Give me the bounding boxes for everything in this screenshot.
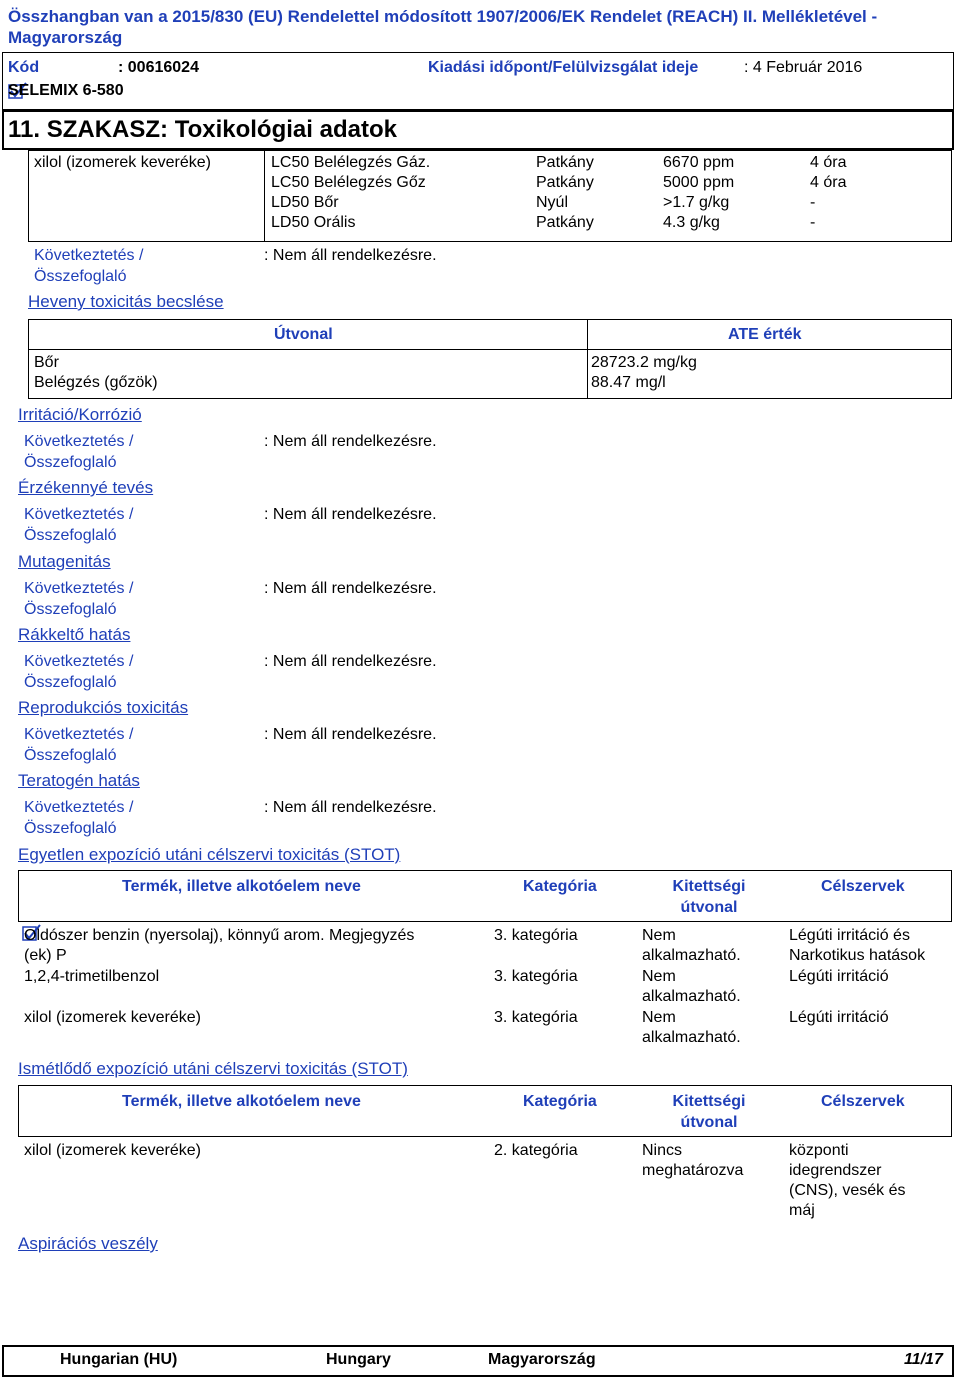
acute-route: LD50 Bőr [271,194,339,211]
ate-table [28,319,952,399]
conclusion-value: : Nem áll rendelkezésre. [264,247,437,264]
product-name: SELEMIX 6-580 [8,82,124,99]
carcinogenicity-heading: Rákkeltő hatás [18,625,131,644]
acute-species: Nyúl [536,194,569,211]
footer-page-number: 11/17 [904,1351,943,1368]
conclusion-label: Következtetés / Összefoglaló [24,433,134,471]
conclusion-value: : Nem áll rendelkezésre. [264,799,437,816]
col-name: Termék, illetve alkotóelem neve [122,878,361,895]
acute-value: >1.7 g/kg [663,194,730,211]
stot-category: 3. kategória [494,1009,578,1026]
col-category: Kategória [523,1093,597,1110]
conclusion-label: Következtetés / Összefoglaló [24,580,134,618]
footer-country-local: Magyarország [488,1351,596,1368]
stot-route: Nem alkalmazható. [642,927,741,964]
acute-species: Patkány [536,214,594,231]
acute-time: - [810,194,816,211]
conclusion-value: : Nem áll rendelkezésre. [264,433,437,450]
acute-time: 4 óra [810,154,847,171]
stot-route: Nincs meghatározva [642,1142,744,1179]
conclusion-label: Következtetés / Összefoglaló [24,726,134,764]
acute-substance-name: xilol (izomerek keveréke) [34,154,211,171]
conclusion-value: : Nem áll rendelkezésre. [264,726,437,743]
stot-single-heading: Egyetlen expozíció utáni célszervi toxicitás (STOT) [18,845,401,864]
acute-time: - [810,214,816,231]
footer-language: Hungarian (HU) [60,1351,178,1368]
sensitization-heading: Érzékennyé tevés [18,478,154,497]
conclusion-label: Következtetés / Összefoglaló [24,653,134,691]
acute-species: Patkány [536,154,594,171]
acute-route: LC50 Belélegzés Gáz. [271,154,431,171]
acute-value: 4.3 g/kg [663,214,720,231]
stot-route: Nem alkalmazható. [642,1009,741,1046]
acute-time: 4 óra [810,174,847,191]
stot-organs: Légúti irritáció [789,968,889,985]
ate-col-value: ATE érték [728,326,802,343]
teratogenic-heading: Teratogén hatás [18,771,140,790]
mutagenicity-heading: Mutagenitás [18,552,111,571]
irritation-heading: Irritáció/Korrózió [18,405,142,424]
stot-name: Oldószer benzin (nyersolaj), könnyű arom. Megjegyzés (ek) P [24,927,415,964]
conclusion-label: Következtetés / Összefoglaló [24,799,134,837]
ate-route: Bőr [34,354,59,371]
stot-name: 1,2,4-trimetilbenzol [24,968,160,985]
col-route: Kitettségi útvonal [672,1093,746,1131]
stot-category: 3. kategória [494,968,578,985]
stot-organs: Légúti irritáció és Narkotikus hatások [789,927,926,964]
issue-date-value: : 4 Február 2016 [744,59,863,76]
reproductive-heading: Reprodukciós toxicitás [18,698,189,717]
stot-category: 3. kategória [494,927,578,944]
col-organs: Célszervek [821,878,905,895]
conclusion-value: : Nem áll rendelkezésre. [264,580,437,597]
aspiration-heading: Aspirációs veszély [18,1234,158,1253]
document-header-title: Összhangban van a 2015/830 (EU) Rendelettel módosított 1907/2006/EK Rendelet (REACH) II. Mellékletével - Magyarország [8,7,878,47]
conclusion-value: : Nem áll rendelkezésre. [264,506,437,523]
stot-name: xilol (izomerek keveréke) [24,1142,201,1159]
table-divider [587,319,588,399]
col-name: Termék, illetve alkotóelem neve [122,1093,361,1110]
section-title: 11. SZAKASZ: Toxikológiai adatok [8,116,397,143]
acute-value: 5000 ppm [663,174,735,191]
ate-value: 28723.2 mg/kg [591,354,697,371]
conclusion-label: Következtetés / Összefoglaló [34,247,144,285]
stot-organs: központi idegrendszer (CNS), vesék és máj [789,1142,906,1219]
stot-route: Nem alkalmazható. [642,968,741,1005]
conclusion-value: : Nem áll rendelkezésre. [264,653,437,670]
issue-date-label: Kiadási időpont/Felülvizsgálat ideje [428,59,699,76]
col-organs: Célszervek [821,1093,905,1110]
code-value: : 00616024 [118,59,199,76]
stot-repeated-heading: Ismétlődő expozíció utáni célszervi toxicitás (STOT) [18,1059,408,1078]
ate-col-route: Útvonal [274,326,333,343]
acute-route: LD50 Orális [271,214,356,231]
conclusion-label: Következtetés / Összefoglaló [24,506,134,544]
acute-species: Patkány [536,174,594,191]
stot-organs: Légúti irritáció [789,1009,889,1026]
acute-value: 6670 ppm [663,154,735,171]
col-category: Kategória [523,878,597,895]
acute-route: LC50 Belélegzés Gőz [271,174,426,191]
table-divider [264,150,265,242]
footer-country: Hungary [326,1351,391,1368]
ate-value: 88.47 mg/l [591,374,666,391]
code-label: Kód [8,59,40,76]
ate-route: Belégzés (gőzök) [34,374,158,391]
stot-category: 2. kategória [494,1142,578,1159]
table-divider [28,349,952,350]
ate-heading: Heveny toxicitás becslése [28,292,224,311]
col-route: Kitettségi útvonal [672,878,746,916]
stot-name: xilol (izomerek keveréke) [24,1009,201,1026]
